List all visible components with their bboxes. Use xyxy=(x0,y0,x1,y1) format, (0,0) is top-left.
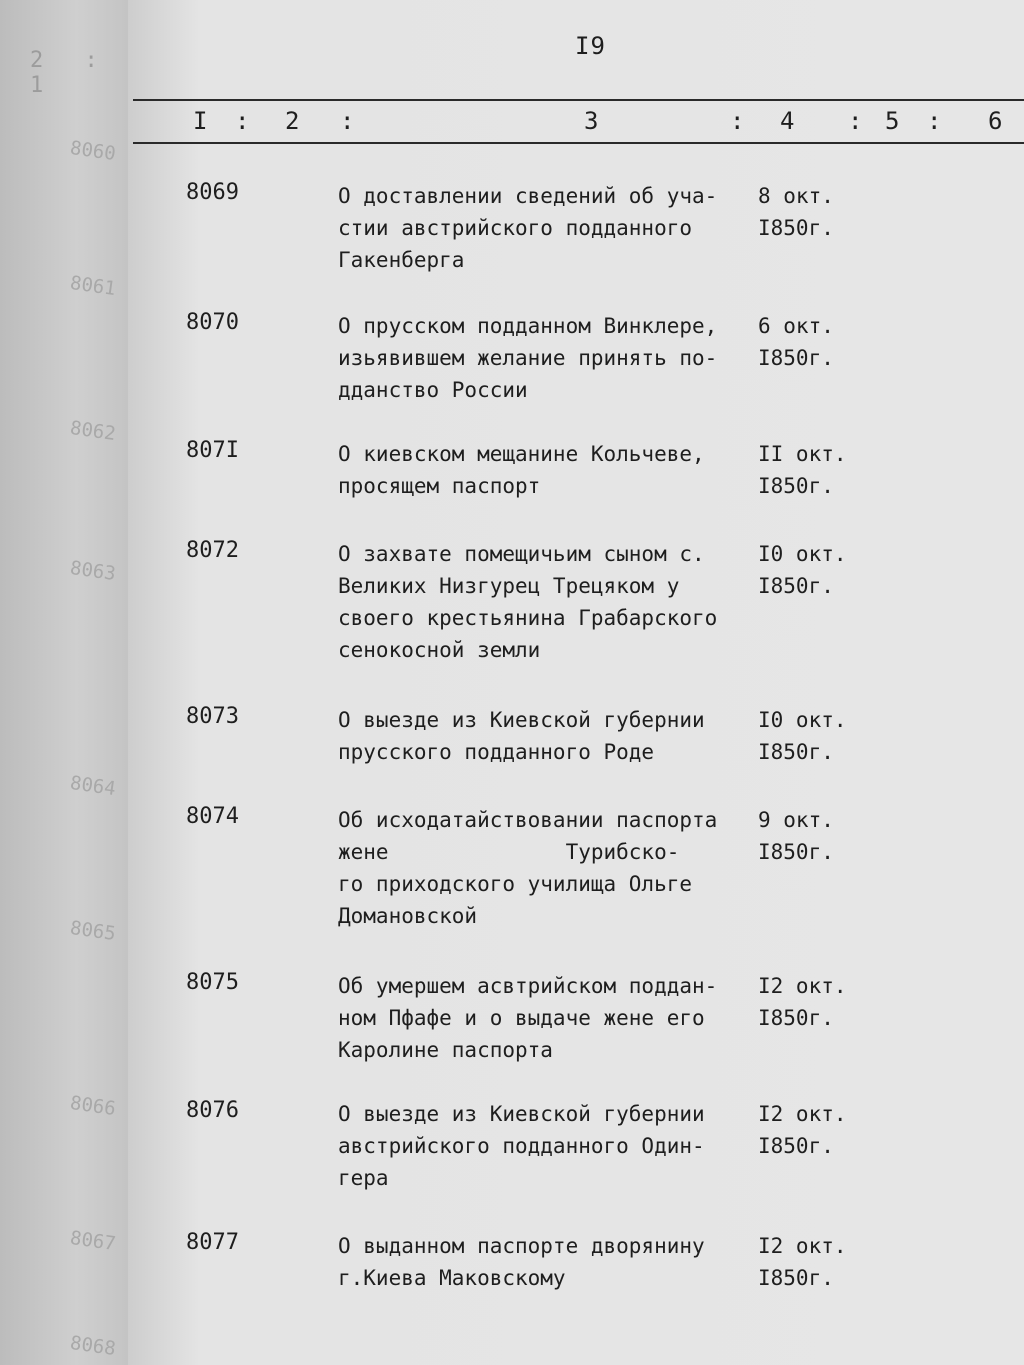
description-line: О доставлении сведений об уча- xyxy=(338,184,718,208)
margin-ghost-number: 8064 xyxy=(68,771,118,801)
column-separator: : xyxy=(927,107,942,135)
record-date xyxy=(758,804,878,868)
date-line: I850г. xyxy=(758,1134,834,1158)
date-line: I850г. xyxy=(758,574,834,598)
record-number: 8076 xyxy=(186,1098,239,1123)
description-line: О захвате помещичьим сыном с. xyxy=(338,542,705,566)
margin-ghost-number: 8060 xyxy=(68,136,118,166)
record-number: 8074 xyxy=(186,804,239,829)
column-separator: : xyxy=(235,107,250,135)
record-number: 807I xyxy=(186,438,239,463)
date-line: 9 окт. xyxy=(758,808,834,832)
date-line: I2 окт. xyxy=(758,1102,847,1126)
record-number: 8073 xyxy=(186,704,239,729)
date-line: I850г. xyxy=(758,740,834,764)
column-header-4: 4 xyxy=(780,107,795,135)
date-line: I850г. xyxy=(758,1006,834,1030)
page-number: I9 xyxy=(575,32,606,60)
description-line: изьявившем желание принять по- xyxy=(338,346,718,370)
record-date xyxy=(758,970,878,1034)
description-line: стии австрийского подданного xyxy=(338,216,693,240)
date-line: I850г. xyxy=(758,346,834,370)
record-description xyxy=(338,804,748,932)
description-line: сенокосной земли xyxy=(338,638,541,662)
column-separator: : xyxy=(730,107,745,135)
description-line: О выезде из Киевской губернии xyxy=(338,1102,705,1126)
record-description xyxy=(338,970,748,1066)
description-line: своего крестьянина Грабарского xyxy=(338,606,718,630)
record-description xyxy=(338,538,748,666)
date-line: I850г. xyxy=(758,216,834,240)
record-date xyxy=(758,310,878,374)
date-line: I0 окт. xyxy=(758,708,847,732)
record-description xyxy=(338,180,748,276)
margin-ghost-number: 8062 xyxy=(68,416,118,446)
description-line: Великих Низгурец Трецяком у xyxy=(338,574,680,598)
date-line: I850г. xyxy=(758,840,834,864)
description-line: Каролине паспорта xyxy=(338,1038,553,1062)
description-line: Об исходатайствовании паспорта xyxy=(338,808,718,832)
record-description xyxy=(338,438,748,502)
record-date xyxy=(758,180,878,244)
description-line: гера xyxy=(338,1166,389,1190)
previous-page-header: 2 : 1 xyxy=(30,48,112,98)
column-header-5: 5 xyxy=(885,107,900,135)
description-line: О выезде из Киевской губернии xyxy=(338,708,705,732)
date-line: 8 окт. xyxy=(758,184,834,208)
description-line: О выданном паспорте дворянину xyxy=(338,1234,705,1258)
description-line: ном Пфафе и о выдаче жене его xyxy=(338,1006,705,1030)
date-line: I850г. xyxy=(758,1266,834,1290)
record-number: 8069 xyxy=(186,180,239,205)
record-date xyxy=(758,704,878,768)
column-separator: : xyxy=(340,107,355,135)
date-line: I2 окт. xyxy=(758,974,847,998)
description-line: Гакенберга xyxy=(338,248,465,272)
column-header-3: 3 xyxy=(584,107,599,135)
record-number: 8075 xyxy=(186,970,239,995)
record-date xyxy=(758,438,878,502)
previous-page-edge xyxy=(0,0,128,1365)
date-line: II окт. xyxy=(758,442,847,466)
record-description xyxy=(338,1230,748,1294)
record-date xyxy=(758,1098,878,1162)
record-number: 8077 xyxy=(186,1230,239,1255)
description-line: О киевском мещанине Кольчеве, xyxy=(338,442,705,466)
description-line: просящем паспорт xyxy=(338,474,541,498)
description-line: прусского подданного Роде xyxy=(338,740,655,764)
description-line: г.Киева Маковскому xyxy=(338,1266,566,1290)
margin-ghost-number: 8063 xyxy=(68,556,118,586)
record-number: 8072 xyxy=(186,538,239,563)
date-line: I850г. xyxy=(758,474,834,498)
description-line: жене Турибско- xyxy=(338,840,680,864)
record-description xyxy=(338,310,748,406)
column-header-1: I xyxy=(193,107,208,135)
date-line: I2 окт. xyxy=(758,1234,847,1258)
description-line: го приходского училища Ольге xyxy=(338,872,693,896)
description-line: дданство России xyxy=(338,378,528,402)
table-top-rule xyxy=(133,99,1024,101)
description-line: Домановской xyxy=(338,904,478,928)
record-description xyxy=(338,704,748,768)
margin-ghost-number: 8066 xyxy=(68,1091,118,1121)
record-date xyxy=(758,538,878,602)
table-header-bottom-rule xyxy=(133,142,1024,144)
description-line: О прусском подданном Винклере, xyxy=(338,314,718,338)
date-line: 6 окт. xyxy=(758,314,834,338)
record-date xyxy=(758,1230,878,1294)
record-description xyxy=(338,1098,748,1194)
margin-ghost-number: 8067 xyxy=(68,1226,118,1256)
column-header-2: 2 xyxy=(285,107,300,135)
margin-ghost-number: 8068 xyxy=(68,1331,118,1361)
description-line: Об умершем асвтрийском поддан- xyxy=(338,974,718,998)
description-line: австрийского подданного Один- xyxy=(338,1134,705,1158)
column-separator: : xyxy=(848,107,863,135)
record-number: 8070 xyxy=(186,310,239,335)
date-line: I0 окт. xyxy=(758,542,847,566)
margin-ghost-number: 8061 xyxy=(68,271,118,301)
margin-ghost-number: 8065 xyxy=(68,916,118,946)
column-header-6: 6 xyxy=(988,107,1003,135)
